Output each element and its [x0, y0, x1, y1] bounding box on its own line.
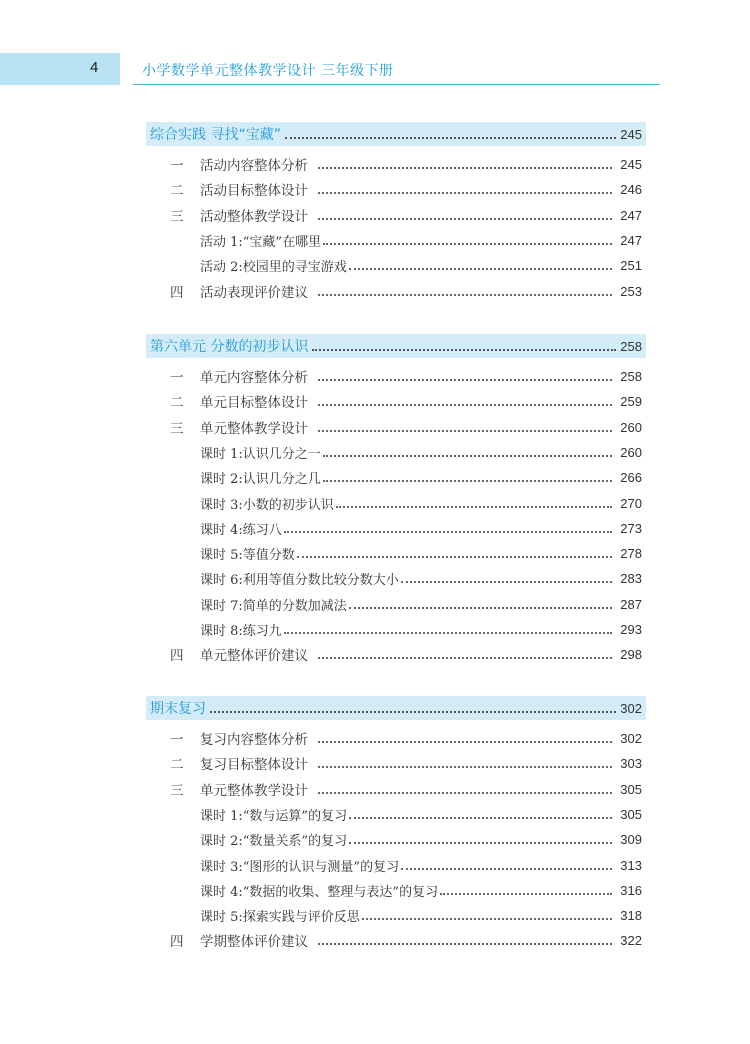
entry-page-number: 273	[620, 520, 642, 536]
dot-leader	[349, 842, 612, 844]
dot-leader	[323, 480, 613, 482]
dot-leader	[401, 868, 612, 870]
entry-title: 课时 1:认识几分之一	[200, 446, 321, 462]
entry-title: 活动内容整体分析	[200, 158, 308, 174]
entry-title: 课时 7:简单的分数加减法	[200, 598, 347, 614]
entry-title: 活动 1:“宝藏”在哪里	[200, 234, 322, 250]
entry-title: 单元整体教学设计	[200, 783, 308, 799]
entry-page-number: 251	[620, 257, 642, 273]
entry-number: 二	[170, 395, 184, 411]
dot-leader	[312, 349, 616, 351]
dot-leader	[362, 918, 613, 920]
toc-section-heading[interactable]	[146, 122, 646, 146]
entry-page-number: 287	[620, 596, 642, 612]
dot-leader	[318, 218, 612, 220]
entry-title: 活动整体教学设计	[200, 209, 308, 225]
entry-page-number: 298	[620, 646, 642, 662]
dot-leader	[349, 817, 612, 819]
dot-leader	[318, 192, 612, 194]
toc-entry[interactable]	[200, 493, 646, 513]
entry-number: 二	[170, 183, 184, 199]
entry-page-number: 247	[620, 207, 642, 223]
toc-entry[interactable]	[170, 366, 646, 386]
toc-entry[interactable]	[200, 255, 646, 275]
section-title: 期末复习	[150, 701, 206, 717]
entry-page-number: 247	[620, 232, 642, 248]
entry-number: 四	[170, 934, 184, 950]
toc-entry[interactable]	[200, 905, 646, 925]
dot-leader	[318, 792, 612, 794]
toc-entry[interactable]	[170, 179, 646, 199]
entry-page-number: 245	[620, 156, 642, 172]
entry-title: 课时 5:探索实践与评价反思	[200, 909, 360, 925]
dot-leader	[318, 657, 612, 659]
dot-leader	[318, 741, 612, 743]
toc-entry[interactable]	[200, 442, 646, 462]
toc-entry[interactable]	[200, 619, 646, 639]
entry-number: 一	[170, 158, 184, 174]
entry-page-number: 313	[620, 857, 642, 873]
toc-entry[interactable]	[200, 230, 646, 250]
section-title: 第六单元 分数的初步认识	[150, 339, 309, 355]
entry-page-number: 293	[620, 621, 642, 637]
entry-title: 课时 6:利用等值分数比较分数大小	[200, 572, 399, 588]
page-number: 4	[90, 59, 99, 76]
section-page-number: 302	[620, 700, 642, 716]
entry-page-number: 260	[620, 419, 642, 435]
dot-leader	[284, 531, 613, 533]
entry-page-number: 322	[620, 932, 642, 948]
entry-page-number: 259	[620, 393, 642, 409]
toc-entry[interactable]	[170, 930, 646, 950]
section-title: 综合实践 寻找“宝藏”	[150, 127, 281, 143]
entry-page-number: 283	[620, 570, 642, 586]
entry-page-number: 253	[620, 283, 642, 299]
entry-title: 复习内容整体分析	[200, 732, 308, 748]
header-page-box	[0, 53, 120, 85]
dot-leader	[318, 404, 612, 406]
toc-section-heading[interactable]	[146, 334, 646, 358]
entry-title: 活动表现评价建议	[200, 285, 308, 301]
section-page-number: 258	[620, 338, 642, 354]
dot-leader	[318, 943, 612, 945]
dot-leader	[349, 607, 613, 609]
entry-title: 单元整体教学设计	[200, 421, 308, 437]
toc-entry[interactable]	[200, 855, 646, 875]
toc-entry[interactable]	[170, 417, 646, 437]
entry-number: 三	[170, 421, 184, 437]
toc-section-heading[interactable]	[146, 696, 646, 720]
entry-title: 学期整体评价建议	[200, 934, 308, 950]
entry-number: 四	[170, 285, 184, 301]
toc-entry[interactable]	[170, 154, 646, 174]
entry-title: 单元整体评价建议	[200, 648, 308, 664]
toc-entry[interactable]	[200, 518, 646, 538]
toc-entry[interactable]	[170, 779, 646, 799]
toc-entry[interactable]	[170, 728, 646, 748]
entry-page-number: 278	[620, 545, 642, 561]
dot-leader	[323, 243, 612, 245]
toc-entry[interactable]	[200, 568, 646, 588]
toc-entry[interactable]	[170, 753, 646, 773]
entry-title: 课时 4:“数据的收集、整理与表达”的复习	[200, 884, 439, 900]
toc-entry[interactable]	[200, 880, 646, 900]
entry-title: 复习目标整体设计	[200, 757, 308, 773]
dot-leader	[440, 893, 612, 895]
entry-page-number: 309	[620, 831, 642, 847]
dot-leader	[401, 581, 613, 583]
entry-title: 活动 2:校园里的寻宝游戏	[200, 259, 347, 275]
entry-number: 四	[170, 648, 184, 664]
dot-leader	[318, 379, 612, 381]
entry-page-number: 266	[620, 469, 642, 485]
dot-leader	[336, 506, 613, 508]
entry-number: 三	[170, 783, 184, 799]
entry-page-number: 302	[620, 730, 642, 746]
toc-entry[interactable]	[200, 594, 646, 614]
dot-leader	[285, 137, 616, 139]
toc-entry[interactable]	[170, 391, 646, 411]
entry-page-number: 305	[620, 806, 642, 822]
running-header-title: 小学数学单元整体教学设计 三年级下册	[142, 63, 394, 79]
toc-entry[interactable]	[200, 804, 646, 824]
entry-page-number: 270	[620, 495, 642, 511]
entry-title: 课时 8:练习九	[200, 623, 282, 639]
dot-leader	[323, 455, 613, 457]
toc-entry[interactable]	[170, 281, 646, 301]
dot-leader	[210, 711, 616, 713]
section-page-number: 245	[620, 126, 642, 142]
dot-leader	[318, 430, 612, 432]
entry-title: 单元内容整体分析	[200, 370, 308, 386]
toc-entry[interactable]	[170, 644, 646, 664]
entry-page-number: 305	[620, 781, 642, 797]
entry-number: 一	[170, 732, 184, 748]
entry-title: 单元目标整体设计	[200, 395, 308, 411]
entry-number: 二	[170, 757, 184, 773]
dot-leader	[349, 268, 613, 270]
entry-title: 课时 3:小数的初步认识	[200, 497, 334, 513]
entry-number: 三	[170, 209, 184, 225]
entry-title: 课时 5:等值分数	[200, 547, 295, 563]
entry-title: 课时 3:“图形的认识与测量”的复习	[200, 859, 400, 875]
toc-entry[interactable]	[200, 829, 646, 849]
toc-entry[interactable]	[170, 205, 646, 225]
entry-title: 课时 4:练习八	[200, 522, 282, 538]
entry-title: 课时 2:“数量关系”的复习	[200, 833, 348, 849]
dot-leader	[297, 556, 613, 558]
entry-page-number: 258	[620, 368, 642, 384]
header-rule	[133, 84, 660, 85]
entry-number: 一	[170, 370, 184, 386]
entry-title: 课时 1:“数与运算”的复习	[200, 808, 348, 824]
entry-page-number: 303	[620, 755, 642, 771]
entry-page-number: 246	[620, 181, 642, 197]
entry-title: 活动目标整体设计	[200, 183, 308, 199]
dot-leader	[318, 294, 612, 296]
entry-page-number: 260	[620, 444, 642, 460]
dot-leader	[284, 632, 613, 634]
dot-leader	[318, 766, 612, 768]
dot-leader	[318, 167, 612, 169]
entry-page-number: 318	[620, 907, 642, 923]
entry-title: 课时 2:认识几分之几	[200, 471, 321, 487]
entry-page-number: 316	[620, 882, 642, 898]
toc-entry[interactable]	[200, 467, 646, 487]
toc-entry[interactable]	[200, 543, 646, 563]
